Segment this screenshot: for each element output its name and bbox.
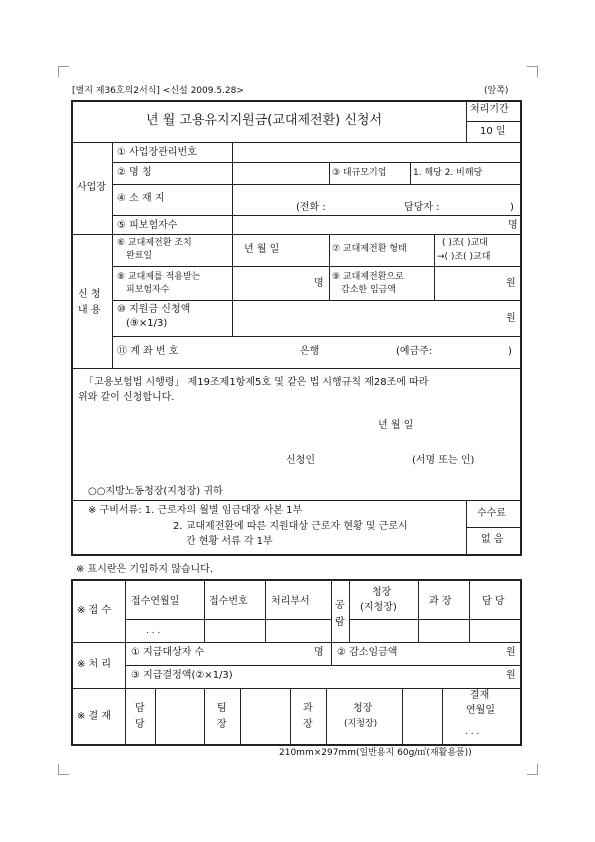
insured-label: ⑤ 피보험자수 [117, 220, 178, 231]
support-amount-field[interactable] [234, 301, 504, 335]
approval-chief-1: 청장 [353, 703, 373, 714]
mgmt-no-label: ① 사업장관리번호 [117, 147, 197, 158]
review-label-1: 공 [335, 600, 345, 611]
reduced-wage-label-2: 감소한 임금액 [341, 285, 397, 295]
applied-insured-field[interactable] [234, 267, 310, 299]
applied-insured-unit: 명 [314, 278, 324, 289]
large-firm-label: ③ 대규모기업 [332, 168, 387, 178]
shift-type-before[interactable]: ( )조( )교대 [442, 238, 488, 248]
insured-unit: 명 [508, 220, 518, 231]
approval-date-1: 결재 [470, 690, 490, 701]
fee-label: 수수료 [477, 508, 506, 519]
receipt-date-dots[interactable]: . . . [146, 626, 161, 636]
account-field[interactable] [234, 338, 519, 366]
processing-dept-column: 처리부서 [271, 596, 310, 607]
paper-spec-footer: 210mm×297mm(일반용지 60g/㎡(재활용품)) [279, 748, 472, 758]
mgmt-no-field[interactable] [234, 143, 519, 161]
support-amount-label-1: ⑩ 지원금 신청액 [117, 304, 191, 315]
shift-type-label: ⑦ 교대제전환 형태 [332, 244, 407, 254]
manager-label: 담당자 : [404, 202, 440, 213]
applied-insured-label-1: ⑧ 교대제를 적용받는 [117, 272, 201, 282]
page-side: (앞쪽) [484, 86, 509, 96]
applicant-label: 신청인 [286, 455, 315, 466]
crop-mark-bottom-left [58, 764, 69, 775]
approval-chief-2: (지청장) [344, 719, 378, 729]
approval-staff-1: 담 [135, 703, 145, 714]
receipt-label: ※ 접 수 [77, 605, 112, 616]
fee-value: 없 음 [481, 534, 504, 545]
signature-label[interactable]: (서명 또는 인) [412, 455, 475, 466]
attachments-line-1: ※ 구비서류: 1. 근로자의 월별 임금대장 사본 1부 [88, 505, 303, 516]
receipt-chief-label-1: 청장 [372, 587, 392, 598]
crop-mark-top-left [58, 66, 69, 77]
form-number: [별지 제36호의2서식] <신설 2009.5.28> [72, 86, 244, 96]
receipt-no-column: 접수번호 [209, 596, 248, 607]
decided-amount-unit: 원 [506, 670, 516, 681]
processing-period-value: 10 일 [480, 126, 506, 137]
eligible-count-unit: 명 [314, 647, 324, 658]
name-label: ② 명 칭 [117, 167, 152, 178]
address-label: ④ 소 재 지 [117, 193, 165, 204]
application-section-label-2: 내 용 [78, 305, 101, 316]
receipt-staff: 담 당 [482, 596, 505, 607]
account-label: ⑪ 계 좌 번 호 [117, 346, 179, 357]
address-field[interactable] [234, 185, 519, 200]
receipt-chief-label-2: (지청장) [360, 602, 397, 613]
reduced-wage-unit: 원 [506, 278, 516, 289]
declaration-line-1: 「고용보험법 시행령」 제19조제1항제5호 및 같은 법 시행규칙 제28조에 따라 [84, 377, 429, 388]
approval-date-2: 연월일 [466, 705, 495, 716]
addressee: ○○지방노동청장(지청장) 귀하 [88, 486, 223, 497]
shift-complete-date[interactable]: 년 월 일 [244, 244, 280, 255]
decided-amount-label: ③ 지급결정액(②×1/3) [131, 670, 233, 681]
form-title: 년 월 고용유지지원금(교대제전환) 신청서 [146, 113, 383, 128]
approval-date-dots[interactable]: . . . [465, 727, 480, 737]
approval-staff-2: 당 [135, 719, 145, 730]
approval-section-2: 장 [303, 719, 313, 730]
shift-complete-label-1: ⑥ 교대제전환 조치 [117, 238, 192, 248]
declaration-date[interactable]: 년 월 일 [378, 420, 414, 431]
insured-field[interactable] [234, 216, 504, 233]
phone-label: (전화 : [296, 202, 326, 213]
eligible-count-label: ① 지급대상자 수 [131, 647, 205, 658]
receipt-section-chief: 과 장 [429, 596, 452, 607]
shift-complete-label-2: 완료일 [126, 251, 153, 261]
shift-type-after[interactable]: →( )조( )교대 [437, 252, 491, 262]
reduced-wage-process-unit: 원 [506, 647, 516, 658]
address-close-paren: ) [510, 202, 514, 213]
reduced-wage-field[interactable] [436, 267, 502, 299]
name-field[interactable] [234, 163, 328, 183]
reduced-wage-process-label: ② 감소임금액 [337, 647, 398, 658]
bank-label: 은행 [300, 346, 320, 357]
crop-mark-bottom-right [527, 764, 538, 775]
process-label: ※ 처 리 [77, 659, 112, 670]
attachments-line-2: 2. 교대제전환에 따른 지원대상 근로자 현황 및 근로시 [173, 521, 408, 532]
office-use-note: ※ 표시란은 기입하지 않습니다. [76, 564, 214, 575]
crop-mark-top-right [527, 66, 538, 77]
support-amount-unit: 원 [506, 313, 516, 324]
depositor-close: ) [508, 346, 512, 357]
business-section-label: 사업장 [77, 182, 106, 193]
review-label-2: 람 [335, 617, 345, 628]
processing-period-label: 처리기간 [470, 104, 509, 115]
reduced-wage-label-1: ⑨ 교대제전환으로 [332, 272, 404, 282]
application-section-label-1: 신 청 [78, 289, 101, 300]
attachments-line-3: 간 현황 서류 각 1부 [186, 536, 273, 547]
approval-team-2: 장 [217, 719, 227, 730]
approval-label: ※ 결 재 [77, 711, 112, 722]
large-firm-options[interactable]: 1. 해당 2. 비해당 [413, 168, 483, 178]
approval-team-1: 팀 [217, 703, 227, 714]
depositor-label: (예금주: [396, 346, 433, 357]
approval-section-1: 과 [303, 703, 313, 714]
declaration-line-2: 위와 같이 신청합니다. [78, 392, 175, 403]
support-amount-label-2: (⑨×1/3) [126, 318, 168, 329]
applied-insured-label-2: 피보험자수 [126, 285, 170, 295]
receipt-date-column: 접수연월일 [131, 596, 180, 607]
